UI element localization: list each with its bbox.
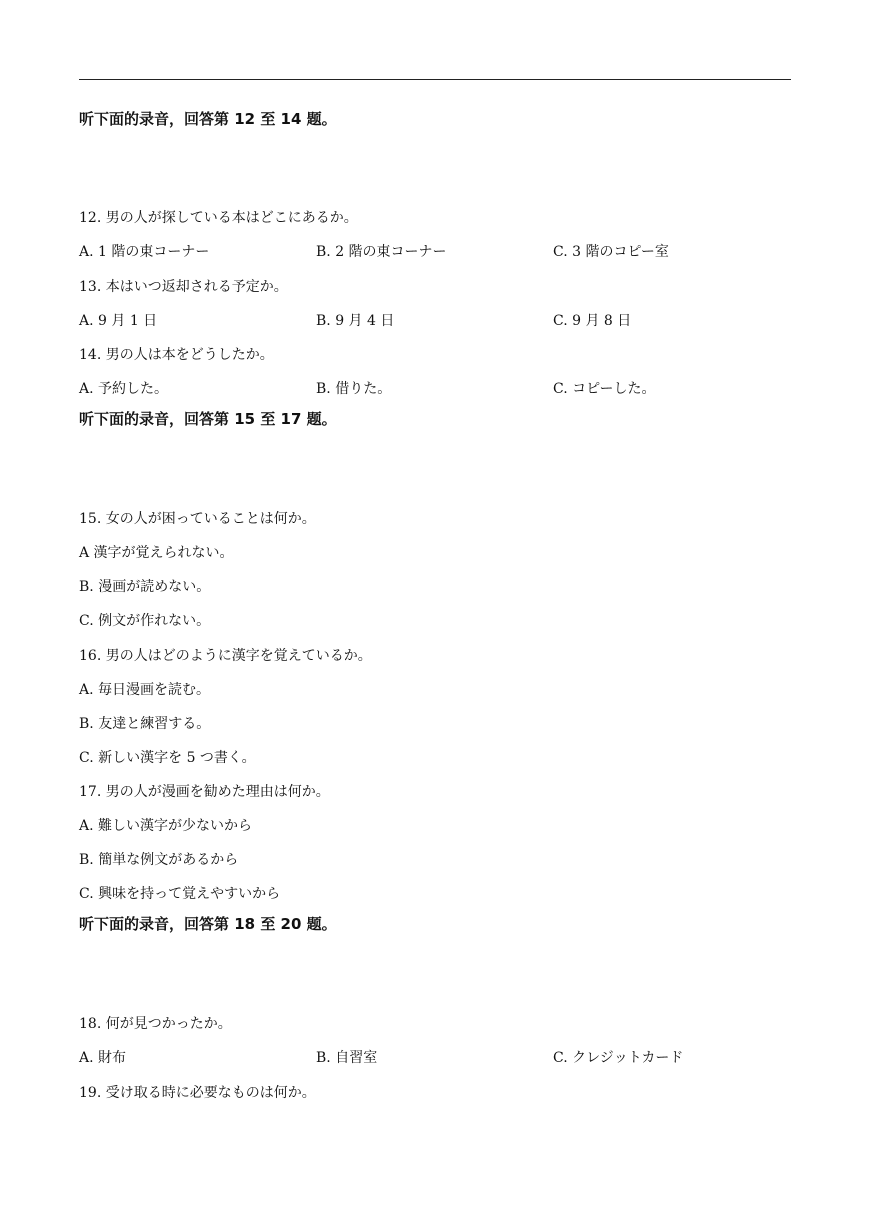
option-18a: A. 財布 — [79, 1050, 127, 1066]
option-17c: C. 興味を持って覚えやすいから — [79, 886, 281, 902]
option-18b: B. 自習室 — [316, 1050, 378, 1066]
question-13: 13. 本はいつ返却される予定か。 — [79, 279, 288, 295]
section-heading: 听下面的录音，回答第 18 至 20 题。 — [79, 915, 337, 933]
question-15: 15. 女の人が困っていることは何か。 — [79, 511, 316, 527]
option-15b: B. 漫画が読めない。 — [79, 579, 211, 595]
option-16c: C. 新しい漢字を 5 つ書く。 — [79, 750, 256, 766]
question-19: 19. 受け取る時に必要なものは何か。 — [79, 1085, 316, 1101]
question-12: 12. 男の人が探している本はどこにあるか。 — [79, 210, 358, 226]
option-12c: C. 3 階のコピー室 — [553, 244, 669, 260]
option-16b: B. 友達と練習する。 — [79, 716, 211, 732]
header-rule — [79, 79, 791, 80]
section-heading: 听下面的录音，回答第 15 至 17 题。 — [79, 410, 337, 428]
option-14a: A. 予約した。 — [79, 381, 169, 397]
question-18: 18. 何が見つかったか。 — [79, 1016, 232, 1032]
option-17a: A. 難しい漢字が少ないから — [79, 818, 253, 834]
option-16a: A. 毎日漫画を読む。 — [79, 682, 211, 698]
option-17b: B. 簡単な例文があるから — [79, 852, 239, 868]
question-14: 14. 男の人は本をどうしたか。 — [79, 347, 274, 363]
option-14b: B. 借りた。 — [316, 381, 392, 397]
question-17: 17. 男の人が漫画を勧めた理由は何か。 — [79, 784, 330, 800]
section-heading: 听下面的录音，回答第 12 至 14 题。 — [79, 110, 337, 128]
option-14c: C. コピーした。 — [553, 381, 656, 397]
option-15a: A 漢字が覚えられない。 — [79, 545, 234, 561]
question-16: 16. 男の人はどのように漢字を覚えているか。 — [79, 648, 372, 664]
option-15c: C. 例文が作れない。 — [79, 613, 211, 629]
option-13a: A. 9 月 1 日 — [79, 313, 158, 329]
option-13b: B. 9 月 4 日 — [316, 313, 395, 329]
option-12a: A. 1 階の東コーナー — [79, 244, 210, 260]
option-13c: C. 9 月 8 日 — [553, 313, 632, 329]
option-12b: B. 2 階の東コーナー — [316, 244, 447, 260]
option-18c: C. クレジットカード — [553, 1050, 684, 1066]
